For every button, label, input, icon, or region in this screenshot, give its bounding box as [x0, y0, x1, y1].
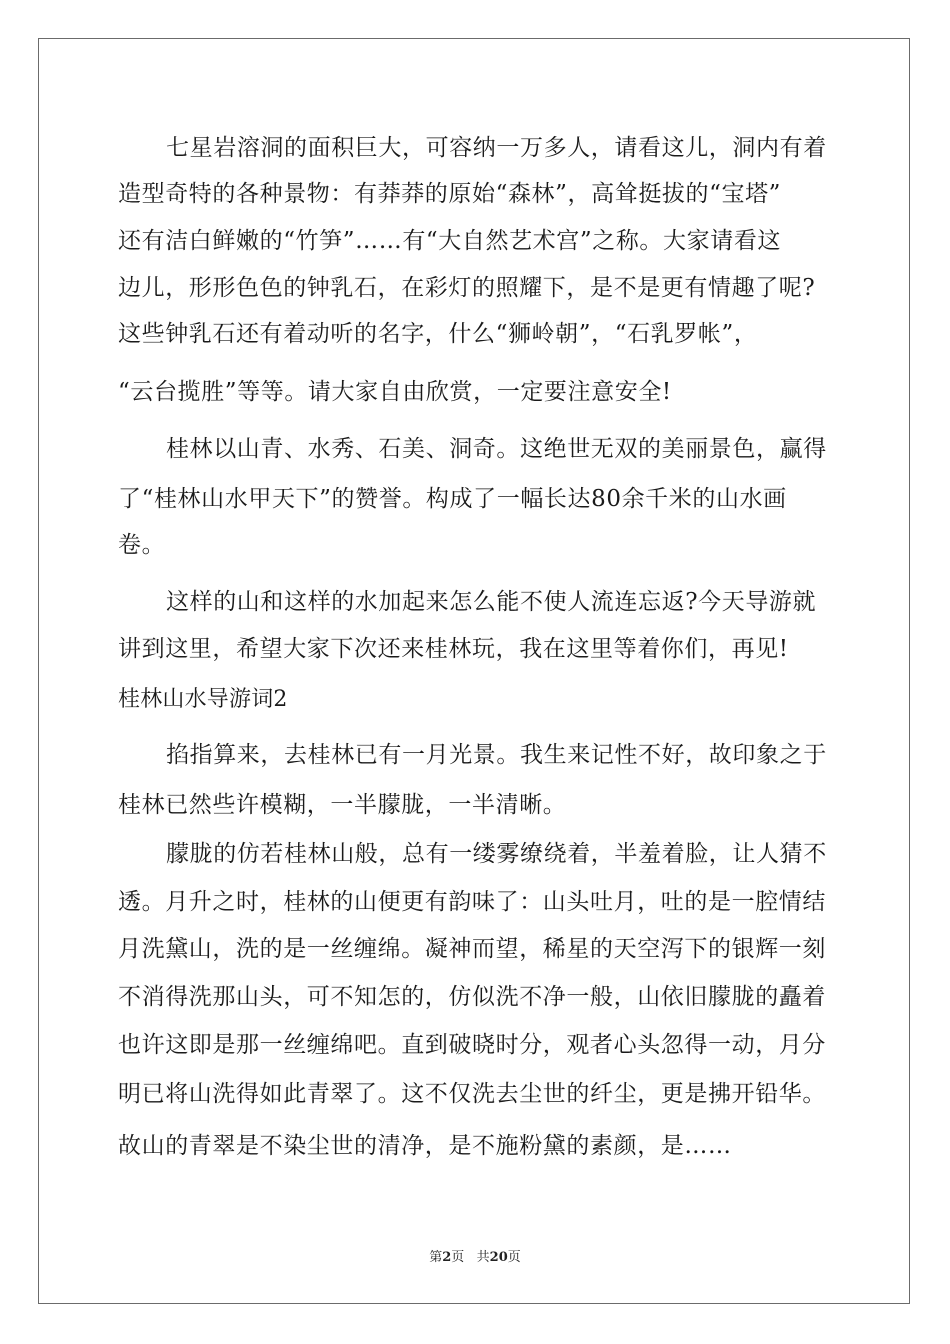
text-line: 还有洁白鲜嫩的“竹笋”……有“大自然艺术宫”之称。大家请看这 [118, 228, 782, 254]
page-footer [0, 1246, 950, 1265]
text-line: 这样的山和这样的水加起来怎么能不使人流连忘返?今天导游就 [166, 589, 817, 615]
text-line: 造型奇特的各种景物：有莽莽的原始“森林”，高耸挺拔的“宝塔” [118, 181, 782, 207]
footer-mid: 页 共 [451, 1250, 490, 1265]
text-line: 故山的青翠是不染尘世的清净，是不施粉黛的素颜，是…… [118, 1133, 732, 1159]
text-line: 掐指算来，去桂林已有一月光景。我生来记性不好，故印象之于 [166, 742, 827, 768]
text-line: 月洗黛山，洗的是一丝缠绵。凝神而望，稀星的天空泻下的银辉一刻 [118, 936, 826, 962]
text-line: 透。月升之时，桂林的山便更有韵味了：山头吐月，吐的是一腔情结 [118, 889, 826, 915]
text-line: 不消得洗那山头，可不知怎的，仿似洗不净一般，山依旧朦胧的矗着 [118, 984, 826, 1010]
text-line: 这些钟乳石还有着动听的名字，什么“狮岭朝”，“石乳罗帐”， [118, 321, 758, 347]
text-line: 讲到这里，希望大家下次还来桂林玩，我在这里等着你们，再见! [118, 636, 789, 662]
text-line: 桂林以山青、水秀、石美、洞奇。这绝世无双的美丽景色，赢得 [166, 436, 827, 462]
text-line: “云台揽胜”等等。请大家自由欣赏，一定要注意安全! [118, 379, 672, 405]
footer-prefix: 第 [429, 1250, 443, 1265]
text-line: 桂林已然些许模糊，一半朦胧，一半清晰。 [118, 792, 567, 818]
text-line: 七星岩溶洞的面积巨大，可容纳一万多人，请看这儿，洞内有着 [166, 135, 827, 161]
section-heading: 桂林山水导游词2 [118, 687, 288, 712]
footer-suffix: 页 [507, 1250, 521, 1265]
text-line: 明已将山洗得如此青翠了。这不仅洗去尘世的纤尘，更是拂开铅华。 [118, 1081, 826, 1107]
text-line: 卷。 [118, 532, 166, 558]
text-line: 边儿，形形色色的钟乳石，在彩灯的照耀下，是不是更有情趣了呢? [118, 275, 816, 301]
text-line: 也许这即是那一丝缠绵吧。直到破晓时分，观者心头忽得一动，月分 [118, 1032, 826, 1058]
text-line: 了“桂林山水甲天下”的赞誉。构成了一幅长达80余千米的山水画 [118, 486, 787, 512]
text-line: 朦胧的仿若桂林山般，总有一缕雾缭绕着，半羞着脸，让人猜不 [166, 841, 827, 867]
total-page-number: 20 [489, 1250, 508, 1265]
current-page-number: 2 [442, 1250, 452, 1265]
